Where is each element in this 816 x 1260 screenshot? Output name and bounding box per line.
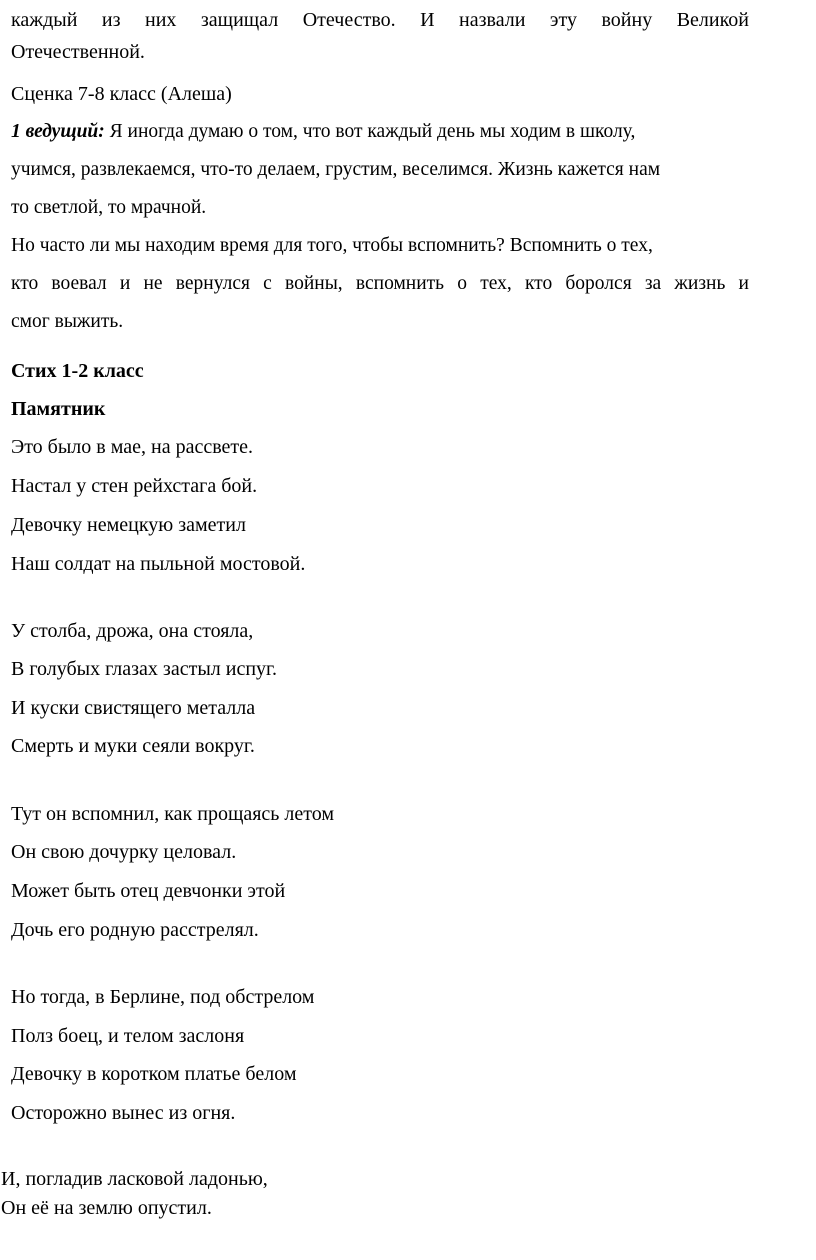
poem-line: Это было в мае, на рассвете.: [11, 436, 254, 458]
poem-line: И куски свистящего металла: [11, 697, 256, 719]
poem-line: И, погладив ласковой ладонью,: [1, 1168, 268, 1190]
poem-title: Памятник: [11, 398, 106, 420]
scene-para1-line-2: учимся, развлекаемся, что-то делаем, грустим, веселимся. Жизнь кажется нам: [11, 159, 661, 180]
intro-line-1: каждый из них защищал Отечество. И назвали эту войну Великой: [11, 9, 749, 31]
poem-line: Может быть отец девчонки этой: [11, 880, 286, 902]
poem-section-title: Стих 1-2 класс: [11, 360, 144, 382]
poem-line: В голубых глазах застыл испуг.: [11, 658, 277, 680]
poem-line: Он её на землю опустил.: [1, 1197, 212, 1219]
poem-line: Но тогда, в Берлине, под обстрелом: [11, 986, 315, 1008]
poem-line: У столба, дрожа, она стояла,: [11, 620, 254, 642]
scene-para2-line-3: смог выжить.: [11, 311, 124, 332]
scene-para2-line-2: кто воевал и не вернулся с войны, вспомнить о тех, кто боролся за жизнь и: [11, 273, 749, 294]
intro-line-2: Отечественной.: [11, 41, 145, 63]
poem-line: Он свою дочурку целовал.: [11, 841, 237, 863]
scene-title: Сценка 7-8 класс (Алеша): [11, 83, 232, 105]
scene-para1-line-1-text: Я иногда думаю о том, что вот каждый день мы ходим в школу,: [104, 121, 636, 142]
poem-line: Девочку в коротком платье белом: [11, 1063, 297, 1085]
poem-line: Полз боец, и телом заслоня: [11, 1025, 245, 1047]
poem-line: Смерть и муки сеяли вокруг.: [11, 735, 255, 757]
scene-para1-line-1: [11, 120, 635, 144]
scene-para1-line-3: то светлой, то мрачной.: [11, 197, 207, 218]
poem-line: Тут он вспомнил, как прощаясь летом: [11, 803, 335, 825]
poem-line: Наш солдат на пыльной мостовой.: [11, 553, 306, 575]
speaker-label: 1 ведущий:: [11, 121, 105, 142]
poem-line: Настал у стен рейхстага бой.: [11, 475, 258, 497]
poem-line: Осторожно вынес из огня.: [11, 1102, 236, 1124]
poem-line: Девочку немецкую заметил: [11, 514, 246, 536]
poem-line: Дочь его родную расстрелял.: [11, 919, 259, 941]
scene-para2-line-1: Но часто ли мы находим время для того, чтобы вспомнить? Вспомнить о тех,: [11, 235, 653, 256]
